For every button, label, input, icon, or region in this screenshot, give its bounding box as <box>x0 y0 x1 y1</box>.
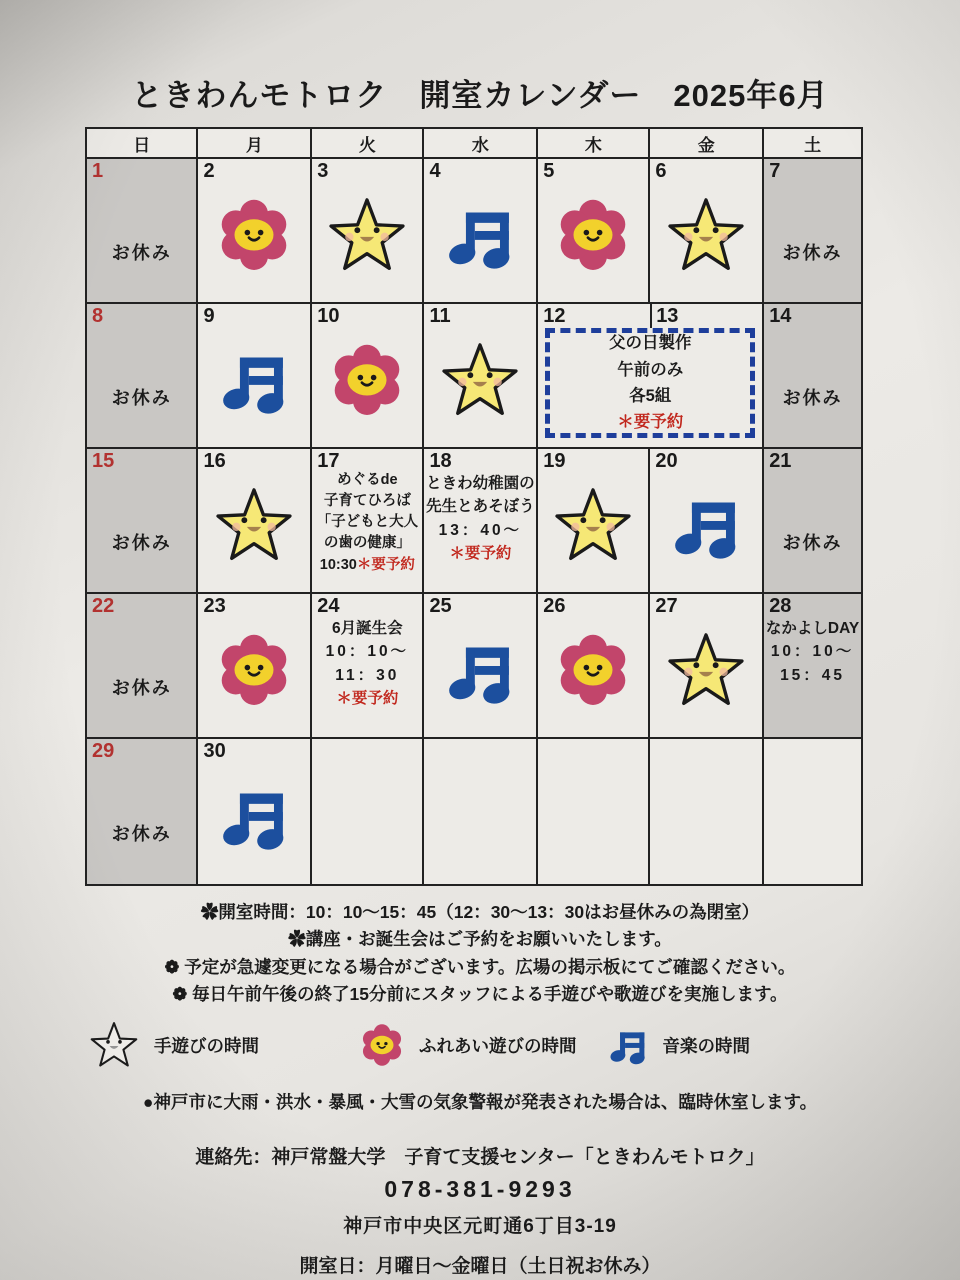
cell-icon-wrap <box>443 632 517 706</box>
flower-bullet-icon: ❁ <box>172 983 188 1004</box>
day-number: 9 <box>203 305 215 327</box>
event-line <box>312 687 422 710</box>
rest-label: お休み <box>111 678 172 699</box>
event-line <box>424 495 536 518</box>
rest-label: お休み <box>111 388 172 409</box>
rest-label: お休み <box>782 243 843 264</box>
calendar-cell-11 <box>424 304 538 449</box>
cell-icon-wrap <box>212 483 296 567</box>
event-text: 15：45 <box>780 666 846 684</box>
notes-section <box>0 899 960 1007</box>
calendar-cell-22 <box>87 594 198 739</box>
day-number: 10 <box>317 305 340 327</box>
star-icon <box>551 483 635 567</box>
event-line <box>764 640 861 663</box>
music-time-note-icon <box>607 1024 649 1066</box>
event-text: 各5組 <box>629 387 672 405</box>
day-number: 26 <box>543 595 566 617</box>
legend-label-hand-play: 手遊びの時間 <box>154 1035 259 1056</box>
event-line <box>312 640 422 663</box>
event-text: 10:30 <box>319 556 357 573</box>
contact-line: 連絡先：神戸常盤大学 子育て支援センター「ときわんモトロク」 <box>195 1147 765 1168</box>
weekday-header-row <box>87 129 861 159</box>
event-text: めぐるde <box>337 472 398 488</box>
calendar-cell-20 <box>650 449 764 594</box>
event-line <box>312 555 422 576</box>
day-number: 23 <box>203 595 226 617</box>
calendar-cell-18 <box>424 449 538 594</box>
calendar-cell-empty <box>650 739 764 884</box>
calendar-cell-4 <box>424 159 538 304</box>
event-text: 先生とあそぼう <box>426 498 535 516</box>
day-number: 13 <box>656 305 679 327</box>
calendar-cell-16 <box>198 449 312 594</box>
cell-icon-wrap <box>669 487 743 561</box>
day-number: 8 <box>92 305 104 327</box>
day-number: 16 <box>203 450 226 472</box>
cell-icon-wrap <box>664 193 748 277</box>
flower-icon <box>328 340 406 418</box>
event-line <box>424 519 536 542</box>
cell-icon-wrap <box>217 778 291 852</box>
day-number: 24 <box>317 595 340 617</box>
open-days-line: 開室日：月曜日～金曜日（土日祝お休み） <box>299 1256 661 1277</box>
day-number: 20 <box>655 450 678 472</box>
star-icon <box>664 628 748 712</box>
white-star-icon <box>88 1019 140 1071</box>
weekday-header-木: 木 <box>538 129 650 159</box>
event-text: ときわ幼稚園の <box>426 475 535 492</box>
flower-icon <box>554 195 632 273</box>
calendar-cell-24 <box>312 594 424 739</box>
rest-label: お休み <box>111 824 172 845</box>
music-note-icon <box>669 487 743 561</box>
note-reservation <box>0 926 960 952</box>
event-line <box>312 491 422 512</box>
calendar-cell-1 <box>87 159 198 304</box>
note-text: 予定が急遽変更になる場合がございます。広場の掲示板にてご確認ください。 <box>184 956 796 977</box>
weather-notice: ●神戸市に大雨・洪水・暴風・大雪の気象警報が発表された場合は、臨時休室します。 <box>142 1092 818 1112</box>
calendar-cell-12 <box>538 304 764 449</box>
cell-icon-wrap <box>664 628 748 712</box>
day-number: 5 <box>543 160 555 182</box>
contact-play-flower-icon <box>359 1022 405 1068</box>
cell-icon-wrap <box>215 630 293 708</box>
music-note-icon <box>217 342 291 416</box>
event-text: 6月誕生会 <box>332 620 403 637</box>
day-number: 29 <box>92 740 115 762</box>
day-number: 6 <box>655 160 667 182</box>
weekday-header-火: 火 <box>312 129 424 159</box>
event-line <box>424 472 536 495</box>
star-icon <box>438 338 522 422</box>
flower-bullet-icon: ✿ <box>288 929 306 950</box>
note-text: 開室時間：10：10～15：45（12：30～13：30はお昼休みの為閉室） <box>218 902 760 922</box>
day-number: 15 <box>92 450 115 472</box>
event-text: 「子どもと大人 <box>316 514 419 531</box>
weekday-header-金: 金 <box>650 129 764 159</box>
calendar-cell-8 <box>87 304 198 449</box>
event-line <box>550 330 750 356</box>
music-note-icon <box>443 632 517 706</box>
note-daily-activity <box>0 981 960 1007</box>
rest-label: お休み <box>782 533 843 554</box>
day-number: 25 <box>429 595 452 617</box>
calendar-cell-6 <box>650 159 764 304</box>
day-number: 17 <box>317 450 340 472</box>
rest-label: お休み <box>111 243 172 264</box>
day-number: 11 <box>429 305 451 327</box>
event-text: 13：40～ <box>438 521 523 539</box>
day-number: 19 <box>543 450 566 472</box>
event-line <box>550 409 750 435</box>
calendar-cell-empty <box>538 739 650 884</box>
cell-icon-wrap <box>328 340 406 418</box>
page-title: ときわんモトロク 開室カレンダー 2025年6月 <box>131 78 829 113</box>
day-number: 21 <box>769 450 792 472</box>
event-line <box>312 664 422 687</box>
reservation-required-text: ＊要予約 <box>356 556 415 573</box>
event-line <box>550 383 750 409</box>
calendar-cell-19 <box>538 449 650 594</box>
fathers-day-event-box <box>545 328 755 438</box>
calendar <box>85 127 863 886</box>
flower-icon <box>215 630 293 708</box>
calendar-cell-21 <box>764 449 861 594</box>
reservation-required-text: ＊要予約 <box>617 413 684 432</box>
address-line: 神戸市中央区元町通6丁目3-19 <box>343 1216 617 1237</box>
note-text: 毎日午前午後の終了15分前にスタッフによる手遊びや歌遊びを実施します。 <box>191 983 788 1004</box>
music-note-icon <box>443 197 517 271</box>
day-number: 7 <box>769 160 781 182</box>
calendar-cell-23 <box>198 594 312 739</box>
calendar-cell-17 <box>312 449 424 594</box>
calendar-cell-27 <box>650 594 764 739</box>
legend-label-contact-play: ふれあい遊びの時間 <box>419 1035 577 1056</box>
hand-play-star-icon <box>88 1019 140 1071</box>
event-line <box>312 470 422 491</box>
cell-icon-wrap <box>325 193 409 277</box>
day-number: 3 <box>317 160 329 182</box>
cell-icon-wrap <box>554 195 632 273</box>
weekday-header-土: 土 <box>764 129 861 159</box>
music-note-icon <box>217 778 291 852</box>
legend-label-music-time: 音楽の時間 <box>662 1035 750 1056</box>
day-number: 28 <box>769 595 792 617</box>
calendar-cell-empty <box>424 739 538 884</box>
note-opening-hours <box>0 899 960 925</box>
note-schedule-change <box>0 954 960 980</box>
event-text: の歯の健康」 <box>323 535 411 552</box>
reservation-required-text: ＊要予約 <box>336 689 399 707</box>
calendar-cell-empty <box>312 739 424 884</box>
calendar-cell-5 <box>538 159 650 304</box>
star-icon <box>325 193 409 277</box>
calendar-cell-2 <box>198 159 312 304</box>
event-line <box>312 617 422 640</box>
cell-icon-wrap <box>443 197 517 271</box>
day-number: 18 <box>429 450 452 472</box>
calendar-cell-14 <box>764 304 861 449</box>
event-text: 午前のみ <box>617 360 684 379</box>
calendar-cell-3 <box>312 159 424 304</box>
event-line <box>764 664 861 687</box>
day-number: 14 <box>769 305 792 327</box>
day-number: 1 <box>92 160 104 182</box>
event-text: なかよしDAY <box>765 620 860 637</box>
cell-icon-wrap <box>217 342 291 416</box>
calendar-cell-25 <box>424 594 538 739</box>
day-number: 27 <box>655 595 678 617</box>
star-icon <box>212 483 296 567</box>
calendar-cell-empty <box>764 739 861 884</box>
event-text: 子育てひろば <box>323 493 411 510</box>
event-text: 10：10～ <box>770 643 855 661</box>
flower-bullet-icon: ❁ <box>164 956 180 977</box>
flower-icon <box>215 195 293 273</box>
rest-label: お休み <box>111 533 172 554</box>
note-text: 講座・お誕生会はご予約をお願いいたします。 <box>305 929 672 950</box>
weekday-header-日: 日 <box>87 129 198 159</box>
flower-icon <box>554 630 632 708</box>
calendar-cell-10 <box>312 304 424 449</box>
rest-label: お休み <box>782 388 843 409</box>
weekday-header-水: 水 <box>424 129 538 159</box>
weekday-header-月: 月 <box>198 129 312 159</box>
calendar-cell-26 <box>538 594 650 739</box>
day-number: 4 <box>429 160 441 182</box>
day-number: 2 <box>203 160 215 182</box>
event-line <box>550 357 750 383</box>
phone-number: 078-381-9293 <box>384 1176 576 1202</box>
cell-icon-wrap <box>554 630 632 708</box>
event-text: 10：10～ <box>325 643 410 661</box>
footer <box>0 1142 960 1278</box>
event-line <box>312 533 422 554</box>
day-number: 12 <box>543 305 566 327</box>
cell-icon-wrap <box>215 195 293 273</box>
calendar-grid <box>87 159 861 884</box>
event-text: 父の日製作 <box>608 334 692 353</box>
event-line <box>312 512 422 533</box>
day-number: 30 <box>203 740 226 762</box>
calendar-cell-7 <box>764 159 861 304</box>
event-line <box>424 542 536 565</box>
legend <box>88 1019 960 1071</box>
calendar-cell-15 <box>87 449 198 594</box>
event-text: 11：30 <box>335 666 400 684</box>
music-note-icon <box>607 1024 649 1066</box>
star-icon <box>664 193 748 277</box>
calendar-cell-28 <box>764 594 861 739</box>
calendar-cell-30 <box>198 739 312 884</box>
reservation-required-text: ＊要予約 <box>449 544 512 562</box>
cell-divider <box>650 304 652 328</box>
cell-icon-wrap <box>551 483 635 567</box>
flower-icon <box>359 1022 405 1068</box>
day-number: 22 <box>92 595 115 617</box>
event-line <box>764 617 861 640</box>
cell-icon-wrap <box>438 338 522 422</box>
calendar-cell-9 <box>198 304 312 449</box>
flower-bullet-icon: ✿ <box>200 902 219 922</box>
calendar-cell-29 <box>87 739 198 884</box>
